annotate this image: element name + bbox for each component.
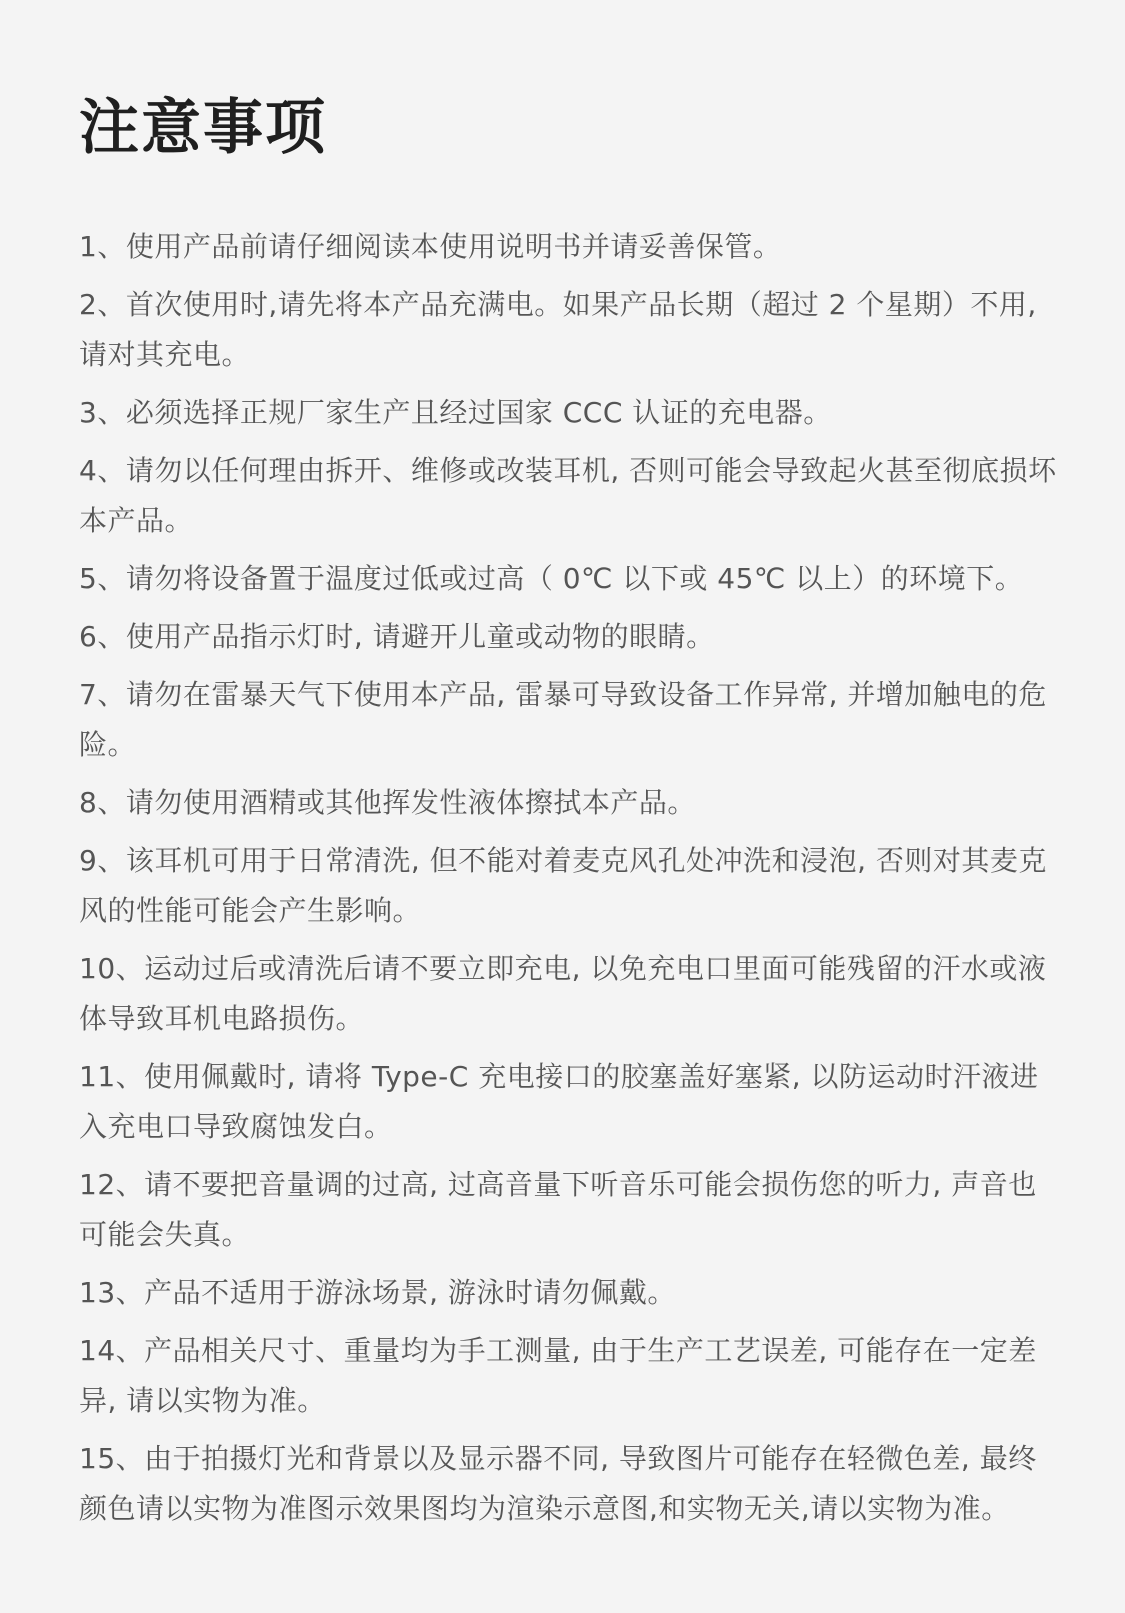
- page-title: 注意事项: [79, 93, 327, 163]
- notice-item-7: 7、请勿在雷暴天气下使用本产品, 雷暴可导致设备工作异常, 并增加触电的危险。: [79, 678, 1047, 761]
- notice-item-8: 8、请勿使用酒精或其他挥发性液体擦拭本产品。: [79, 786, 696, 819]
- notice-item-2: 2、首次使用时,请先将本产品充满电。如果产品长期（超过 2 个星期）不用,请对其充电。: [79, 288, 1037, 371]
- notice-item-3: 3、必须选择正规厂家生产且经过国家 CCC 认证的充电器。: [79, 396, 832, 429]
- notice-item-15: 15、由于拍摄灯光和背景以及显示器不同, 导致图片可能存在轻微色差, 最终颜色请以实物为准图示效果图均为渲染示意图,和实物无关,请以实物为准。: [79, 1442, 1037, 1525]
- notice-item-1: 1、使用产品前请仔细阅读本使用说明书并请妥善保管。: [79, 230, 782, 263]
- notice-item-13: 13、产品不适用于游泳场景, 游泳时请勿佩戴。: [79, 1276, 676, 1309]
- notice-item-9: 9、该耳机可用于日常清洗, 但不能对着麦克风孔处冲洗和浸泡, 否则对其麦克风的性能可能会产生影响。: [79, 844, 1047, 927]
- notice-list: [79, 222, 1059, 1542]
- notice-item-12: 12、请不要把音量调的过高, 过高音量下听音乐可能会损伤您的听力, 声音也可能会失真。: [79, 1168, 1037, 1251]
- notice-item-10: 10、运动过后或清洗后请不要立即充电, 以免充电口里面可能残留的汗水或液体导致耳机电路损伤。: [79, 952, 1047, 1035]
- notice-item-4: 4、请勿以任何理由拆开、维修或改装耳机, 否则可能会导致起火甚至彻底损坏本产品。: [79, 454, 1057, 537]
- notice-item-11: 11、使用佩戴时, 请将 Type-C 充电接口的胶塞盖好塞紧, 以防运动时汗液进入充电口导致腐蚀发白。: [79, 1060, 1039, 1143]
- notice-item-14: 14、产品相关尺寸、重量均为手工测量, 由于生产工艺误差, 可能存在一定差异, 请以实物为准。: [79, 1334, 1037, 1417]
- notice-item-6: 6、使用产品指示灯时, 请避开儿童或动物的眼睛。: [79, 620, 715, 653]
- notice-item-5: 5、请勿将设备置于温度过低或过高（ 0℃ 以下或 45℃ 以上）的环境下。: [79, 562, 1024, 595]
